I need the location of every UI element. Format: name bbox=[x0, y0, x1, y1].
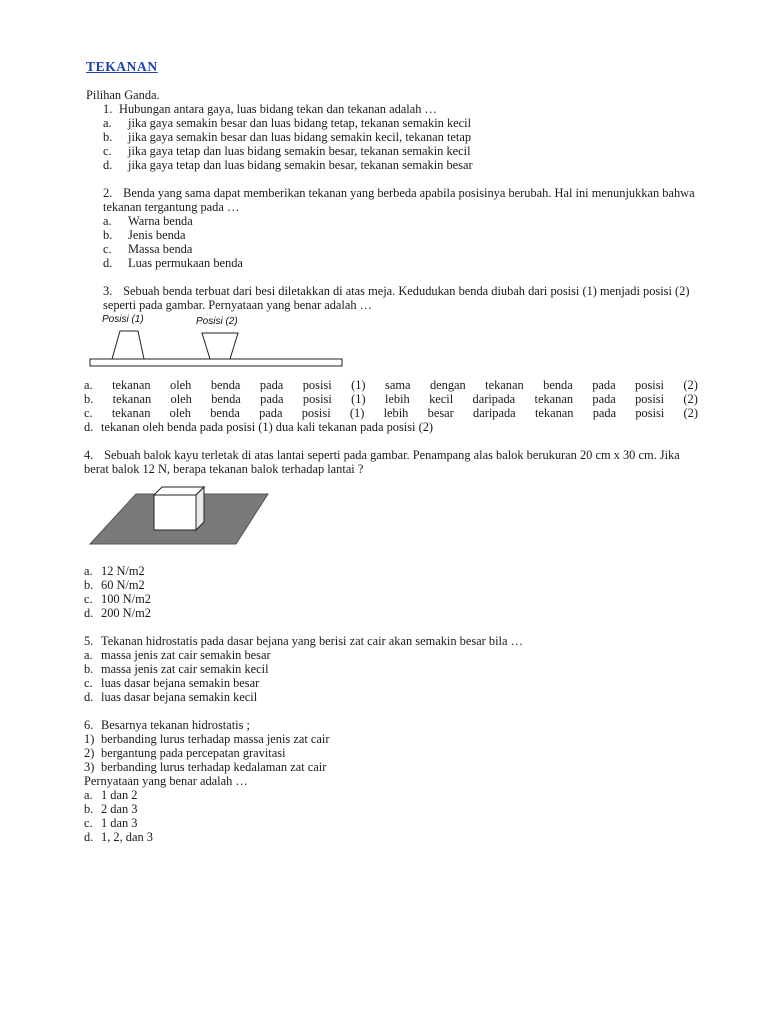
document-title: TEKANAN bbox=[86, 59, 158, 74]
object-position-1 bbox=[112, 331, 144, 359]
question-3 bbox=[86, 284, 698, 434]
option-word: sama bbox=[385, 378, 411, 392]
question-text: Hubungan antara gaya, luas bidang tekan dan tekanan adalah … bbox=[119, 102, 437, 116]
option-text: jika gaya semakin besar dan luas bidang semakin kecil, tekanan tetap bbox=[128, 130, 472, 144]
question-6 bbox=[84, 718, 698, 844]
question-number: 5. bbox=[84, 634, 94, 648]
option-label: d. bbox=[103, 256, 113, 270]
option-c bbox=[84, 816, 698, 830]
option-word: daripada bbox=[473, 406, 516, 420]
option-b bbox=[84, 578, 698, 592]
question-text: Tekanan hidrostatis pada dasar bejana yang berisi zat cair akan semakin besar bila … bbox=[101, 634, 523, 648]
option-label: a. bbox=[84, 378, 93, 392]
option-word: lebih bbox=[383, 406, 409, 420]
option-word: dengan bbox=[429, 378, 466, 392]
option-text: Jenis benda bbox=[128, 228, 186, 242]
option-text: massa jenis zat cair semakin kecil bbox=[101, 662, 269, 676]
option-text: luas dasar bejana semakin kecil bbox=[101, 690, 258, 704]
option-label: b. bbox=[103, 130, 113, 144]
option-label: a. bbox=[103, 116, 112, 130]
option-c bbox=[84, 406, 698, 420]
option-word: oleh bbox=[170, 378, 192, 392]
option-word: benda bbox=[210, 378, 241, 392]
option-word: (1) bbox=[351, 392, 366, 406]
statement-text: berbanding lurus terhadap kedalaman zat cair bbox=[101, 760, 327, 774]
option-word: (2) bbox=[683, 378, 698, 392]
option-word: pada bbox=[592, 378, 616, 392]
statement-label: 3) bbox=[84, 760, 95, 774]
wood-block-side bbox=[196, 487, 204, 530]
option-word: benda bbox=[210, 406, 240, 420]
option-text: Luas permukaan benda bbox=[128, 256, 243, 270]
option-d bbox=[84, 830, 698, 844]
option-a bbox=[84, 788, 698, 802]
option-d bbox=[84, 420, 698, 434]
question-prompt: Pernyataan yang benar adalah … bbox=[84, 774, 248, 788]
option-word: daripada bbox=[472, 392, 516, 406]
question-number: 3. bbox=[103, 284, 113, 298]
option-word: pada bbox=[259, 378, 284, 392]
question-number: 1. bbox=[103, 102, 113, 116]
question-number: 2. bbox=[103, 186, 113, 200]
option-label: b. bbox=[84, 578, 94, 592]
option-a bbox=[84, 648, 698, 662]
option-label: a. bbox=[84, 564, 93, 578]
option-text: 1 dan 2 bbox=[101, 788, 138, 802]
option-word: besar bbox=[427, 406, 454, 420]
question-1 bbox=[86, 102, 698, 172]
option-word: tekanan bbox=[112, 392, 152, 406]
option-label: a. bbox=[84, 788, 93, 802]
option-label: b. bbox=[84, 802, 94, 816]
option-word: tekanan bbox=[534, 406, 574, 420]
option-b bbox=[86, 130, 698, 144]
option-word: (1) bbox=[351, 378, 366, 392]
option-label: c. bbox=[84, 406, 93, 420]
option-word: pada bbox=[260, 392, 284, 406]
statement-2 bbox=[84, 746, 698, 760]
option-word: tekanan bbox=[112, 378, 151, 392]
option-word: benda bbox=[211, 392, 241, 406]
option-word: posisi bbox=[301, 406, 331, 420]
option-label: c. bbox=[84, 816, 93, 830]
option-text: 200 N/m2 bbox=[101, 606, 151, 620]
question-text: Besarnya tekanan hidrostatis ; bbox=[101, 718, 250, 732]
option-word: (2) bbox=[683, 406, 698, 420]
option-word: oleh bbox=[169, 406, 191, 420]
option-a bbox=[84, 378, 698, 392]
option-c bbox=[86, 242, 698, 256]
option-word: oleh bbox=[170, 392, 192, 406]
position-figure bbox=[86, 312, 346, 374]
option-label: a. bbox=[103, 214, 112, 228]
option-text: 12 N/m2 bbox=[101, 564, 145, 578]
option-label: d. bbox=[84, 606, 94, 620]
option-word: (1) bbox=[349, 406, 365, 420]
option-label: b. bbox=[84, 392, 94, 406]
option-word: posisi bbox=[635, 378, 664, 392]
option-d bbox=[86, 158, 698, 172]
option-label: c. bbox=[84, 676, 93, 690]
wood-block-front bbox=[154, 495, 196, 530]
question-2 bbox=[86, 186, 698, 270]
option-word: benda bbox=[543, 378, 573, 392]
option-word: posisi bbox=[302, 392, 332, 406]
option-a bbox=[86, 214, 698, 228]
option-label: a. bbox=[84, 648, 93, 662]
statement-text: bergantung pada percepatan gravitasi bbox=[101, 746, 286, 760]
option-word: tekanan bbox=[485, 378, 524, 392]
figure-label-position-2: Posisi (2) bbox=[196, 316, 238, 327]
option-label: c. bbox=[84, 592, 93, 606]
option-c bbox=[84, 592, 698, 606]
option-label: c. bbox=[103, 242, 112, 256]
option-a bbox=[86, 116, 698, 130]
option-word: pada bbox=[592, 392, 616, 406]
option-text: massa jenis zat cair semakin besar bbox=[101, 648, 271, 662]
option-word: kecil bbox=[429, 392, 454, 406]
statement-label: 1) bbox=[84, 732, 95, 746]
option-c bbox=[84, 676, 698, 690]
option-word: pada bbox=[259, 406, 283, 420]
option-b bbox=[84, 392, 698, 406]
option-word: lebih bbox=[384, 392, 410, 406]
option-d bbox=[84, 690, 698, 704]
option-c bbox=[86, 144, 698, 158]
statement-label: 2) bbox=[84, 746, 95, 760]
table-surface bbox=[90, 359, 342, 366]
option-label: b. bbox=[84, 662, 94, 676]
option-text: luas dasar bejana semakin besar bbox=[101, 676, 260, 690]
statement-text: berbanding lurus terhadap massa jenis zat cair bbox=[101, 732, 330, 746]
option-word: posisi bbox=[635, 406, 665, 420]
option-d bbox=[84, 606, 698, 620]
option-word: tekanan bbox=[111, 406, 151, 420]
option-word: posisi bbox=[635, 392, 665, 406]
block-figure bbox=[86, 482, 286, 552]
question-5 bbox=[84, 634, 698, 704]
option-label: d. bbox=[84, 690, 94, 704]
option-label: b. bbox=[103, 228, 113, 242]
option-text: Warna benda bbox=[128, 214, 193, 228]
option-text: tekanan oleh benda pada posisi (1) dua kali tekanan pada posisi (2) bbox=[101, 420, 434, 434]
question-text: Sebuah benda terbuat dari besi diletakkan di atas meja. Kedudukan benda diubah dari posisi (1) menjadi posisi (2) seperti pada gambar. Pernyataan yang benar adalah … bbox=[103, 284, 690, 312]
option-word: tekanan bbox=[534, 392, 574, 406]
option-text: 1, 2, dan 3 bbox=[101, 830, 153, 844]
question-text: Sebuah balok kayu terletak di atas lantai seperti pada gambar. Penampang alas balok berukuran 20 cm x 30 cm. Jika berat balok 12 N, berapa tekanan balok terhadap lantai ? bbox=[84, 448, 680, 476]
option-label: d. bbox=[103, 158, 113, 172]
section-subtitle: Pilihan Ganda. bbox=[86, 88, 160, 102]
option-a bbox=[84, 564, 698, 578]
option-text: jika gaya tetap dan luas bidang semakin besar, tekanan semakin kecil bbox=[128, 144, 471, 158]
figure-label-position-1: Posisi (1) bbox=[102, 314, 144, 325]
option-b bbox=[84, 662, 698, 676]
option-label: d. bbox=[84, 420, 94, 434]
document-page bbox=[86, 60, 698, 844]
option-label: d. bbox=[84, 830, 94, 844]
option-word: (2) bbox=[683, 392, 698, 406]
object-position-2 bbox=[202, 333, 238, 359]
question-number: 6. bbox=[84, 718, 94, 732]
option-d bbox=[86, 256, 698, 270]
option-word: posisi bbox=[302, 378, 332, 392]
option-b bbox=[86, 228, 698, 242]
option-b bbox=[84, 802, 698, 816]
option-text: jika gaya tetap dan luas bidang semakin besar, tekanan semakin besar bbox=[128, 158, 473, 172]
question-4 bbox=[86, 448, 698, 620]
option-text: Massa benda bbox=[128, 242, 193, 256]
option-word: pada bbox=[592, 406, 617, 420]
option-label: c. bbox=[103, 144, 112, 158]
statement-3 bbox=[84, 760, 698, 774]
question-text: Benda yang sama dapat memberikan tekanan yang berbeda apabila posisinya berubah. Hal ini menunjukkan bahwa tekanan tergantung pada … bbox=[103, 186, 695, 214]
option-text: 60 N/m2 bbox=[101, 578, 145, 592]
question-number: 4. bbox=[84, 448, 94, 462]
option-text: 100 N/m2 bbox=[101, 592, 151, 606]
option-text: jika gaya semakin besar dan luas bidang tetap, tekanan semakin kecil bbox=[128, 116, 472, 130]
statement-1 bbox=[84, 732, 698, 746]
option-text: 2 dan 3 bbox=[101, 802, 138, 816]
option-text: 1 dan 3 bbox=[101, 816, 138, 830]
